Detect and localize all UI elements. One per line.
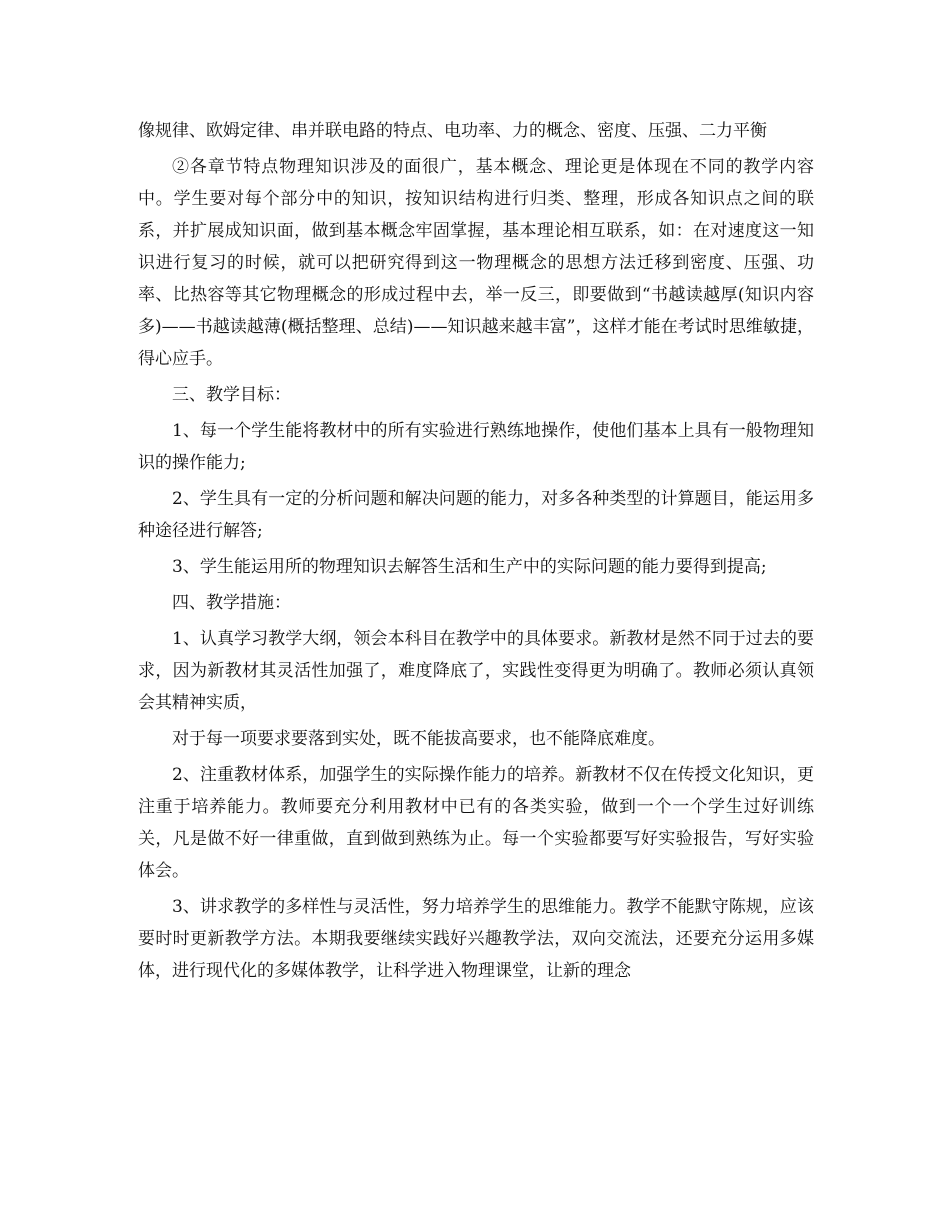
measure-item-1: 1、认真学习教学大纲，领会本科目在教学中的具体要求。新教材是然不同于过去的要求，因为新教材其灵活性加强了，难度降底了，实践性变得更为明确了。教师必须认真领会其精神实质， <box>138 629 814 713</box>
goal-item-2: 2、学生具有一定的分析问题和解决问题的能力，对多各种类型的计算题目，能运用多种途径进行解答; <box>138 489 814 541</box>
measure-item-2: 2、注重教材体系，加强学生的实际操作能力的培养。新教材不仅在传授文化知识，更注重于培养能力。教师要充分利用教材中已有的各类实验，做到一个一个学生过好训练关，凡是做不好一律重做，直到做到熟练为止。每一个实验都要写好实验报告，写好实验体会。 <box>138 765 814 881</box>
measure-item-1-continued: 对于每一项要求要落到实处，既不能拔高要求，也不能降底难度。 <box>172 729 665 749</box>
goal-item-3: 3、学生能运用所的物理知识去解答生活和生产中的实际问题的能力要得到提高; <box>172 557 767 577</box>
document-body <box>138 115 814 991</box>
measure-item-3: 3、讲求教学的多样性与灵活性，努力培养学生的思维能力。教学不能默守陈规，应该要时时更新教学方法。本期我要继续实践好兴趣教学法，双向交流法，还要充分运用多媒体，进行现代化的多媒体教学，让科学进入物理课堂，让新的理念 <box>138 897 814 981</box>
paragraph-chapter-features: ②各章节特点物理知识涉及的面很广，基本概念、理论更是体现在不同的教学内容中。学生要对每个部分中的知识，按知识结构进行归类、整理，形成各知识点之间的联系，并扩展成知识面，做到基本概念牢固掌握，基本理论相互联系，如：在对速度这一知识进行复习的时候，就可以把研究得到这一物理概念的思想方法迁移到密度、压强、功率、比热容等其它物理概念的形成过程中去，举一反三，即要做到“书越读越厚(知识内容多)——书越读越薄(概括整理、总结)——知识越来越丰富”，这样才能在考试时思维敏捷，得心应手。 <box>138 157 814 369</box>
heading-teaching-goals: 三、教学目标： <box>172 385 291 405</box>
paragraph-continuation: 像规律、欧姆定律、串并联电路的特点、电功率、力的概念、密度、压强、二力平衡 <box>138 121 767 141</box>
goal-item-1: 1、每一个学生能将教材中的所有实验进行熟练地操作，使他们基本上具有一般物理知识的操作能力; <box>138 421 814 473</box>
heading-teaching-measures: 四、教学措施： <box>172 593 291 613</box>
